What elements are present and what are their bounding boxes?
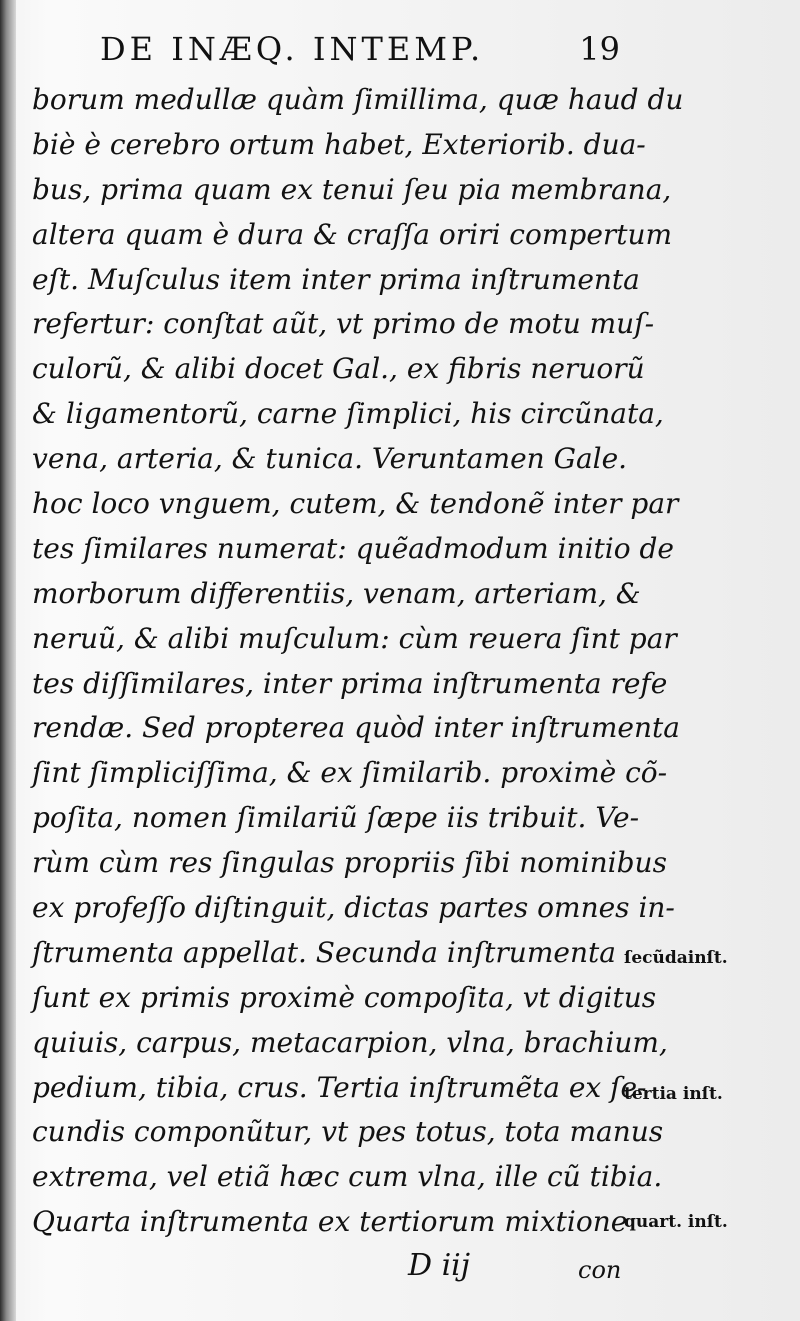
running-head <box>100 30 620 78</box>
running-title: DE INÆQ. INTEMP. <box>100 30 485 68</box>
text-line: vena, arteria, & tunica. Veruntamen Gale. <box>32 442 628 476</box>
text-line: bus, prima quam ex tenui ſeu pia membrana, <box>32 172 672 206</box>
text-line: Quarta inſtrumenta ex tertiorum mixtione <box>32 1205 628 1239</box>
text-line: rendæ. Sed propterea quòd inter inſtrumenta <box>32 711 680 745</box>
text-line: morborum differentiis, venam, arteriam, & <box>32 576 641 610</box>
text-line: pedium, tibia, crus. Tertia inſtrumẽta ex ſe- <box>32 1070 647 1104</box>
text-line: ex profeſſo diſtinguit, dictas partes omnes in- <box>32 891 675 925</box>
text-line: culorũ, & alibi docet Gal., ex fibris neruorũ <box>32 352 645 386</box>
text-line: altera quam è dura & craſſa oriri compertum <box>32 217 673 251</box>
text-line: ſint ſimpliciſſima, & ex ſimilarib. proximè cõ- <box>32 756 668 790</box>
text-line: cundis componũtur, vt pes totus, tota manus <box>32 1115 664 1149</box>
text-line: & ligamentorũ, carne ſimplici, his circũnata, <box>32 397 664 431</box>
margin-note-quarta: quart. inſt. <box>624 1212 728 1232</box>
text-line: biè è cerebro ortum habet, Exteriorib. dua- <box>32 127 646 161</box>
text-line: hoc loco vnguem, cutem, & tendonẽ inter par <box>32 487 679 521</box>
text-line: ſunt ex primis proximè compoſita, vt digitus <box>32 980 657 1014</box>
text-line: borum medullæ quàm ſimillima, quæ haud du <box>32 83 684 116</box>
text-line: eſt. Muſculus item inter prima inſtrumenta <box>32 262 640 296</box>
binding-gutter <box>0 0 16 1321</box>
text-line: poſita, nomen ſimilariũ ſæpe iis tribuit. Ve- <box>32 801 640 835</box>
page-footer <box>0 1248 800 1288</box>
text-line: ſtrumenta appellat. Secunda inſtrumenta <box>32 935 616 969</box>
page-number: 19 <box>579 30 620 68</box>
text-line: neruũ, & alibi muſculum: cùm reuera ſint par <box>32 621 677 655</box>
text-line: quiuis, carpus, metacarpion, vlna, brachium, <box>32 1025 668 1059</box>
margin-note-tertia: tertia inſt. <box>624 1084 723 1104</box>
catchword: con <box>578 1256 622 1284</box>
text-line: extrema, vel etiã hæc cum vlna, ille cũ tibia. <box>32 1160 663 1194</box>
text-line: refertur: conſtat aũt, vt primo de motu muſ- <box>32 307 655 341</box>
margin-note-secunda: ſecũdainſt. <box>624 948 728 968</box>
text-line: tes ſimilares numerat: quẽadmodum initio de <box>32 531 675 565</box>
text-line: tes diſſimilares, inter prima inſtrumenta refe <box>32 666 668 700</box>
text-line: rùm cùm res ſingulas propriis ſibi nominibus <box>32 846 667 880</box>
signature-mark: D iij <box>408 1248 471 1283</box>
